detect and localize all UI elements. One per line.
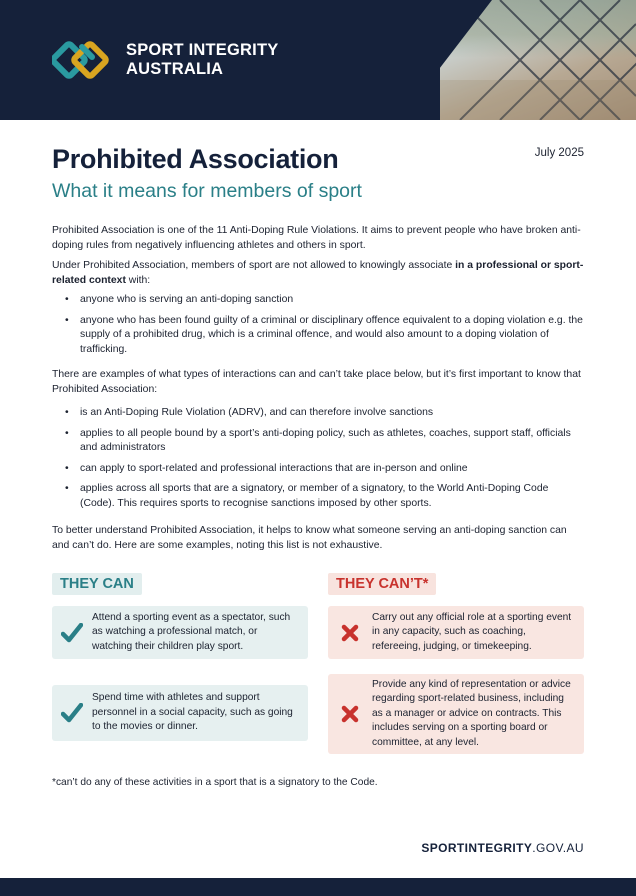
can-card-spectator bbox=[52, 606, 308, 659]
cant-card-official-role bbox=[328, 606, 584, 659]
they-can-heading: THEY CAN bbox=[52, 573, 142, 595]
sia-logo-icon bbox=[52, 34, 114, 86]
brand-name bbox=[126, 41, 278, 79]
check-icon bbox=[52, 623, 92, 643]
page-title: Prohibited Association bbox=[52, 144, 339, 174]
header-diagonal bbox=[400, 0, 492, 120]
cross-icon bbox=[328, 624, 372, 642]
context-tail: with: bbox=[125, 274, 151, 286]
cant-card-text: Carry out any official role at a sporting event in any capacity, such as coaching, refereeing, judging, or timekeeping. bbox=[372, 611, 572, 652]
page-header bbox=[0, 0, 636, 120]
examples-paragraph: There are examples of what types of interactions can and can’t take place below, but it’s first important to know that Prohibited Association: bbox=[52, 369, 581, 395]
list-item: • applies to all people bound by a sport’s anti-doping policy, such as athletes, coaches, support staff, officials and administrators bbox=[52, 427, 584, 456]
context-paragraph bbox=[52, 259, 584, 288]
they-cant-heading: THEY CAN’T* bbox=[328, 573, 436, 595]
brand-line-2: AUSTRALIA bbox=[126, 60, 224, 78]
footer-bar bbox=[0, 878, 636, 896]
website-link[interactable] bbox=[421, 841, 584, 855]
context-bold: in a professional or sport-related context bbox=[52, 260, 584, 286]
list-item: • is an Anti-Doping Rule Violation (ADRV), and can therefore involve sanctions bbox=[52, 406, 584, 421]
can-card-text: Spend time with athletes and support personnel in a social capacity, such as going to the movies or dinner. bbox=[92, 692, 293, 733]
intro-paragraph: Prohibited Association is one of the 11 Anti-Doping Rule Violations. It aims to prevent people who have broken anti-doping rules from negatively influencing athletes and others in sport. bbox=[52, 225, 581, 251]
cant-card-text: Provide any kind of representation or advice regarding sport-related business, including as a manager or advice on contracts. This includes serving on a sporting board or committee, at any level. bbox=[372, 678, 571, 748]
list-item: • can apply to sport-related and professional interactions that are in-person and online bbox=[52, 462, 584, 477]
page-subtitle: What it means for members of sport bbox=[52, 180, 362, 202]
list-item: • anyone who is serving an anti-doping sanction bbox=[52, 293, 584, 308]
url-bold: SPORTINTEGRITY bbox=[421, 841, 533, 855]
footnote: *can’t do any of these activities in a sport that is a signatory to the Code. bbox=[52, 777, 378, 788]
check-icon bbox=[52, 703, 92, 723]
url-tail: .GOV.AU bbox=[532, 841, 584, 855]
cross-icon bbox=[328, 705, 372, 723]
can-card-text: Attend a sporting event as a spectator, such as watching a professional match, or watching their children play sport. bbox=[92, 611, 291, 652]
association-list bbox=[52, 293, 584, 363]
cant-card-representation bbox=[328, 674, 584, 754]
brand-line-1: SPORT INTEGRITY bbox=[126, 41, 279, 59]
can-card-social bbox=[52, 685, 308, 741]
prohibited-association-facts bbox=[52, 406, 584, 518]
list-item: • applies across all sports that are a signatory, or member of a signatory, to the World Anti-Doping Code (Code). This requires sports to recognise sanctions imposed by other sports. bbox=[52, 482, 584, 511]
understand-paragraph: To better understand Prohibited Association, it helps to know what someone serving an anti-doping sanction can and can’t do. Here are some examples, noting this list is not exhaustive. bbox=[52, 525, 567, 551]
list-item: • anyone who has been found guilty of a criminal or disciplinary offence equivalent to a doping violation e.g. the supply of a prohibited drug, which is a criminal offence, and would also amount to a doping violation of trafficking. bbox=[52, 314, 584, 358]
context-lead: Under Prohibited Association, members of sport are not allowed to knowingly associate bbox=[52, 260, 456, 271]
publication-date: July 2025 bbox=[534, 147, 584, 159]
